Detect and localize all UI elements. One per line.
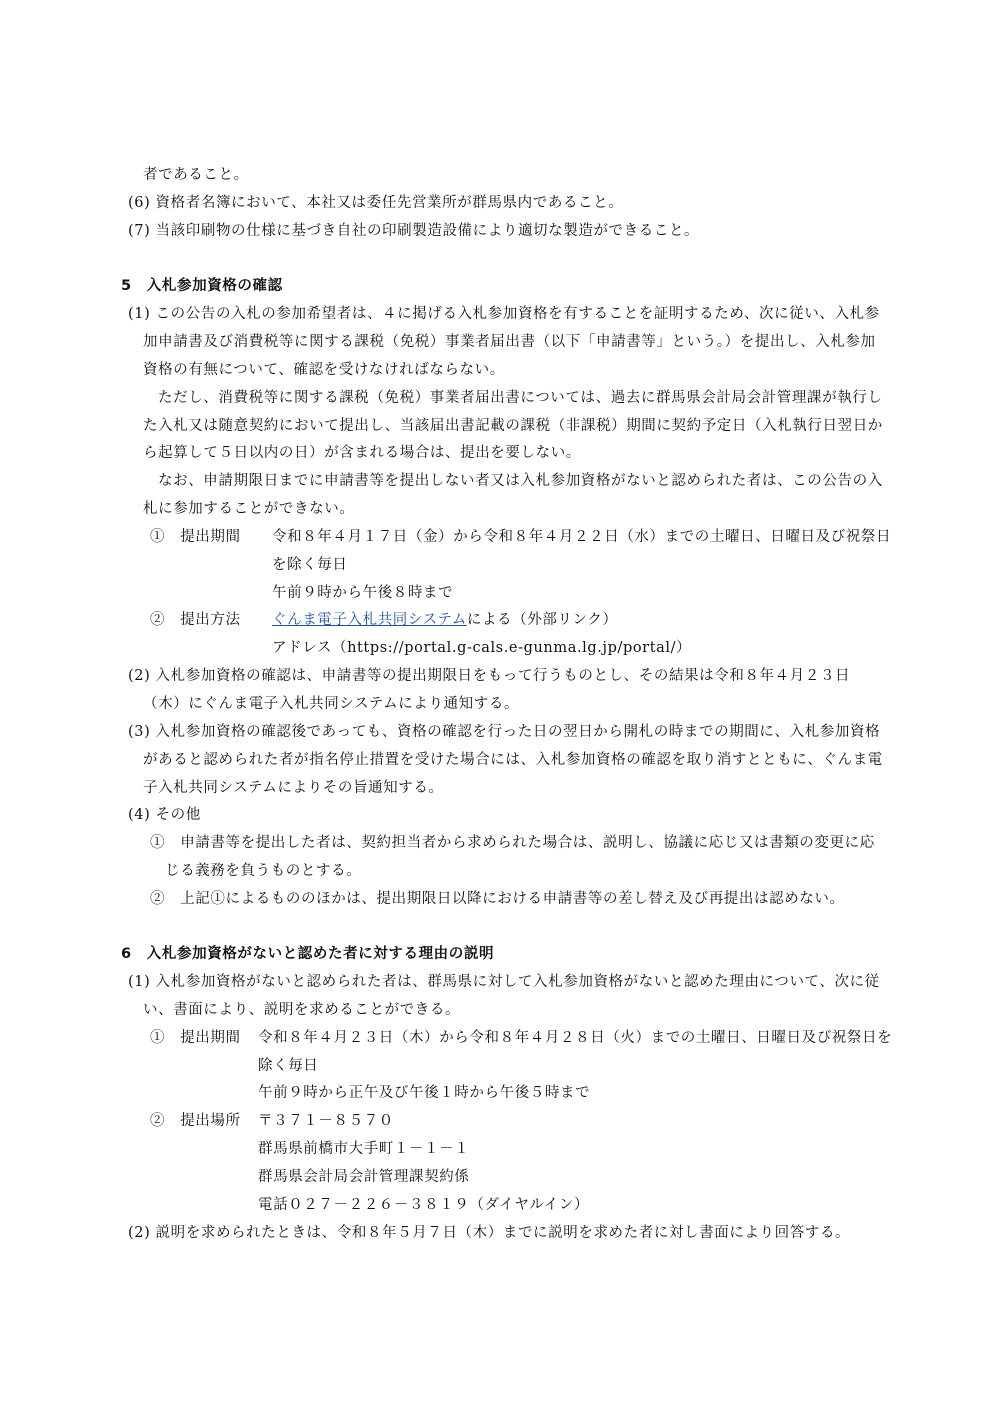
s6-place-address: 群馬県前橋市大手町１－１－１ <box>258 1141 470 1157</box>
gunma-e-bidding-link[interactable]: ぐんま電子入札共同システム <box>272 612 467 628</box>
s6-period-line3: 午前９時から正午及び午後１時から午後５時まで <box>258 1085 591 1101</box>
s5-p4-1-line1: ① 申請書等を提出した者は、契約担当者から求められた場合は、説明し、協議に応じ又は書類の変更に応 <box>150 835 875 851</box>
s5-period-line3: 午前９時から午後８時まで <box>272 585 454 601</box>
s5-p2-line1: (2) 入札参加資格の確認は、申請書等の提出期限日をもって行うものとし、その結果は令和８年４月２３日 <box>128 668 851 684</box>
s6-period-line2: 除く毎日 <box>258 1058 319 1074</box>
s6-place-office: 群馬県会計局会計管理課契約係 <box>258 1169 470 1185</box>
s6-place-label: ② 提出場所 <box>150 1113 241 1129</box>
s5-p3-line1: (3) 入札参加資格の確認後であっても、資格の確認を行った日の翌日から開札の時までの期間に、入札参加資格 <box>128 724 881 740</box>
s5-p1-line2: 加申請書及び消費税等に関する課税（免税）事業者届出書（以下「申請書等」という。）を提出し、入札参加 <box>143 334 876 350</box>
s5-p4: (4) その他 <box>128 807 201 823</box>
s6-period-line1: 令和８年４月２３日（木）から令和８年４月２８日（火）までの土曜日、日曜日及び祝祭日を <box>258 1030 893 1046</box>
s5-p4-1-line2: じる義務を負うものとする。 <box>165 863 362 879</box>
s5-p1-line1: (1) この公告の入札の参加希望者は、４に掲げる入札参加資格を有することを証明するため、次に従い、入札参 <box>128 306 880 322</box>
s5-p1-line8: 札に参加することができない。 <box>143 501 355 517</box>
s5-p1-line6: ら起算して５日以内の日）が含まれる場合は、提出を要しない。 <box>143 445 581 461</box>
section-5-heading: 5 入札参加資格の確認 <box>121 278 283 294</box>
s5-p3-line2: があると認められた者が指名停止措置を受けた場合には、入札参加資格の確認を取り消すとともに、ぐんま電 <box>143 752 883 768</box>
s5-method-label: ② 提出方法 <box>150 612 241 628</box>
s6-p1-line1: (1) 入札参加資格がないと認められた者は、群馬県に対して入札参加資格がないと認めた理由について、次に従 <box>128 974 880 990</box>
s5-p1-line5: た入札又は随意契約において提出し、当該届出書記載の課税（非課税）期間に契約予定日（入札執行日翌日か <box>143 418 883 434</box>
item-6: (6) 資格者名簿において、本社又は委任先営業所が群馬県内であること。 <box>128 195 624 211</box>
s5-p4-2: ② 上記①によるもののほかは、提出期限日以降における申請書等の差し替え及び再提出は認めない。 <box>150 891 845 907</box>
s5-p2-line2: （木）にぐんま電子入札共同システムにより通知する。 <box>143 696 520 712</box>
continuation-line: 者であること。 <box>143 167 249 183</box>
s6-place-phone: 電話０２７－２２６－３８１９（ダイヤルイン） <box>258 1197 590 1213</box>
s6-place-postal: 〒３７１－８５７０ <box>258 1113 394 1129</box>
s5-p1-line3: 資格の有無について、確認を受けなければならない。 <box>143 362 505 378</box>
s6-p1-line2: い、書面により、説明を求めることができる。 <box>143 1002 461 1018</box>
s5-p1-line4: ただし、消費税等に関する課税（免税）事業者届出書については、過去に群馬県会計局会計管理課が執行し <box>158 390 883 406</box>
external-link-note: による（外部リンク） <box>466 612 618 628</box>
s6-p2: (2) 説明を求められたときは、令和８年５月７日（木）までに説明を求めた者に対し書面により回答する。 <box>128 1225 851 1241</box>
s6-period-label: ① 提出期間 <box>150 1030 241 1046</box>
s5-period-label: ① 提出期間 <box>150 529 241 545</box>
s5-method-address: アドレス（https://portal.g-cals.e-gunma.lg.jp/portal/） <box>272 640 692 656</box>
s5-method-line <box>272 610 618 630</box>
item-7: (7) 当該印刷物の仕様に基づき自社の印刷製造設備により適切な製造ができること。 <box>128 223 700 239</box>
s5-period-line1: 令和８年４月１７日（金）から令和８年４月２２日（水）までの土曜日、日曜日及び祝祭日 <box>272 529 892 545</box>
s5-period-line2: を除く毎日 <box>272 557 348 573</box>
section-6-heading: 6 入札参加資格がないと認めた者に対する理由の説明 <box>121 946 495 962</box>
s5-p1-line7: なお、申請期限日までに申請書等を提出しない者又は入札参加資格がないと認められた者は、この公告の入 <box>158 473 883 489</box>
s5-p3-line3: 子入札共同システムによりその旨通知する。 <box>143 780 444 796</box>
